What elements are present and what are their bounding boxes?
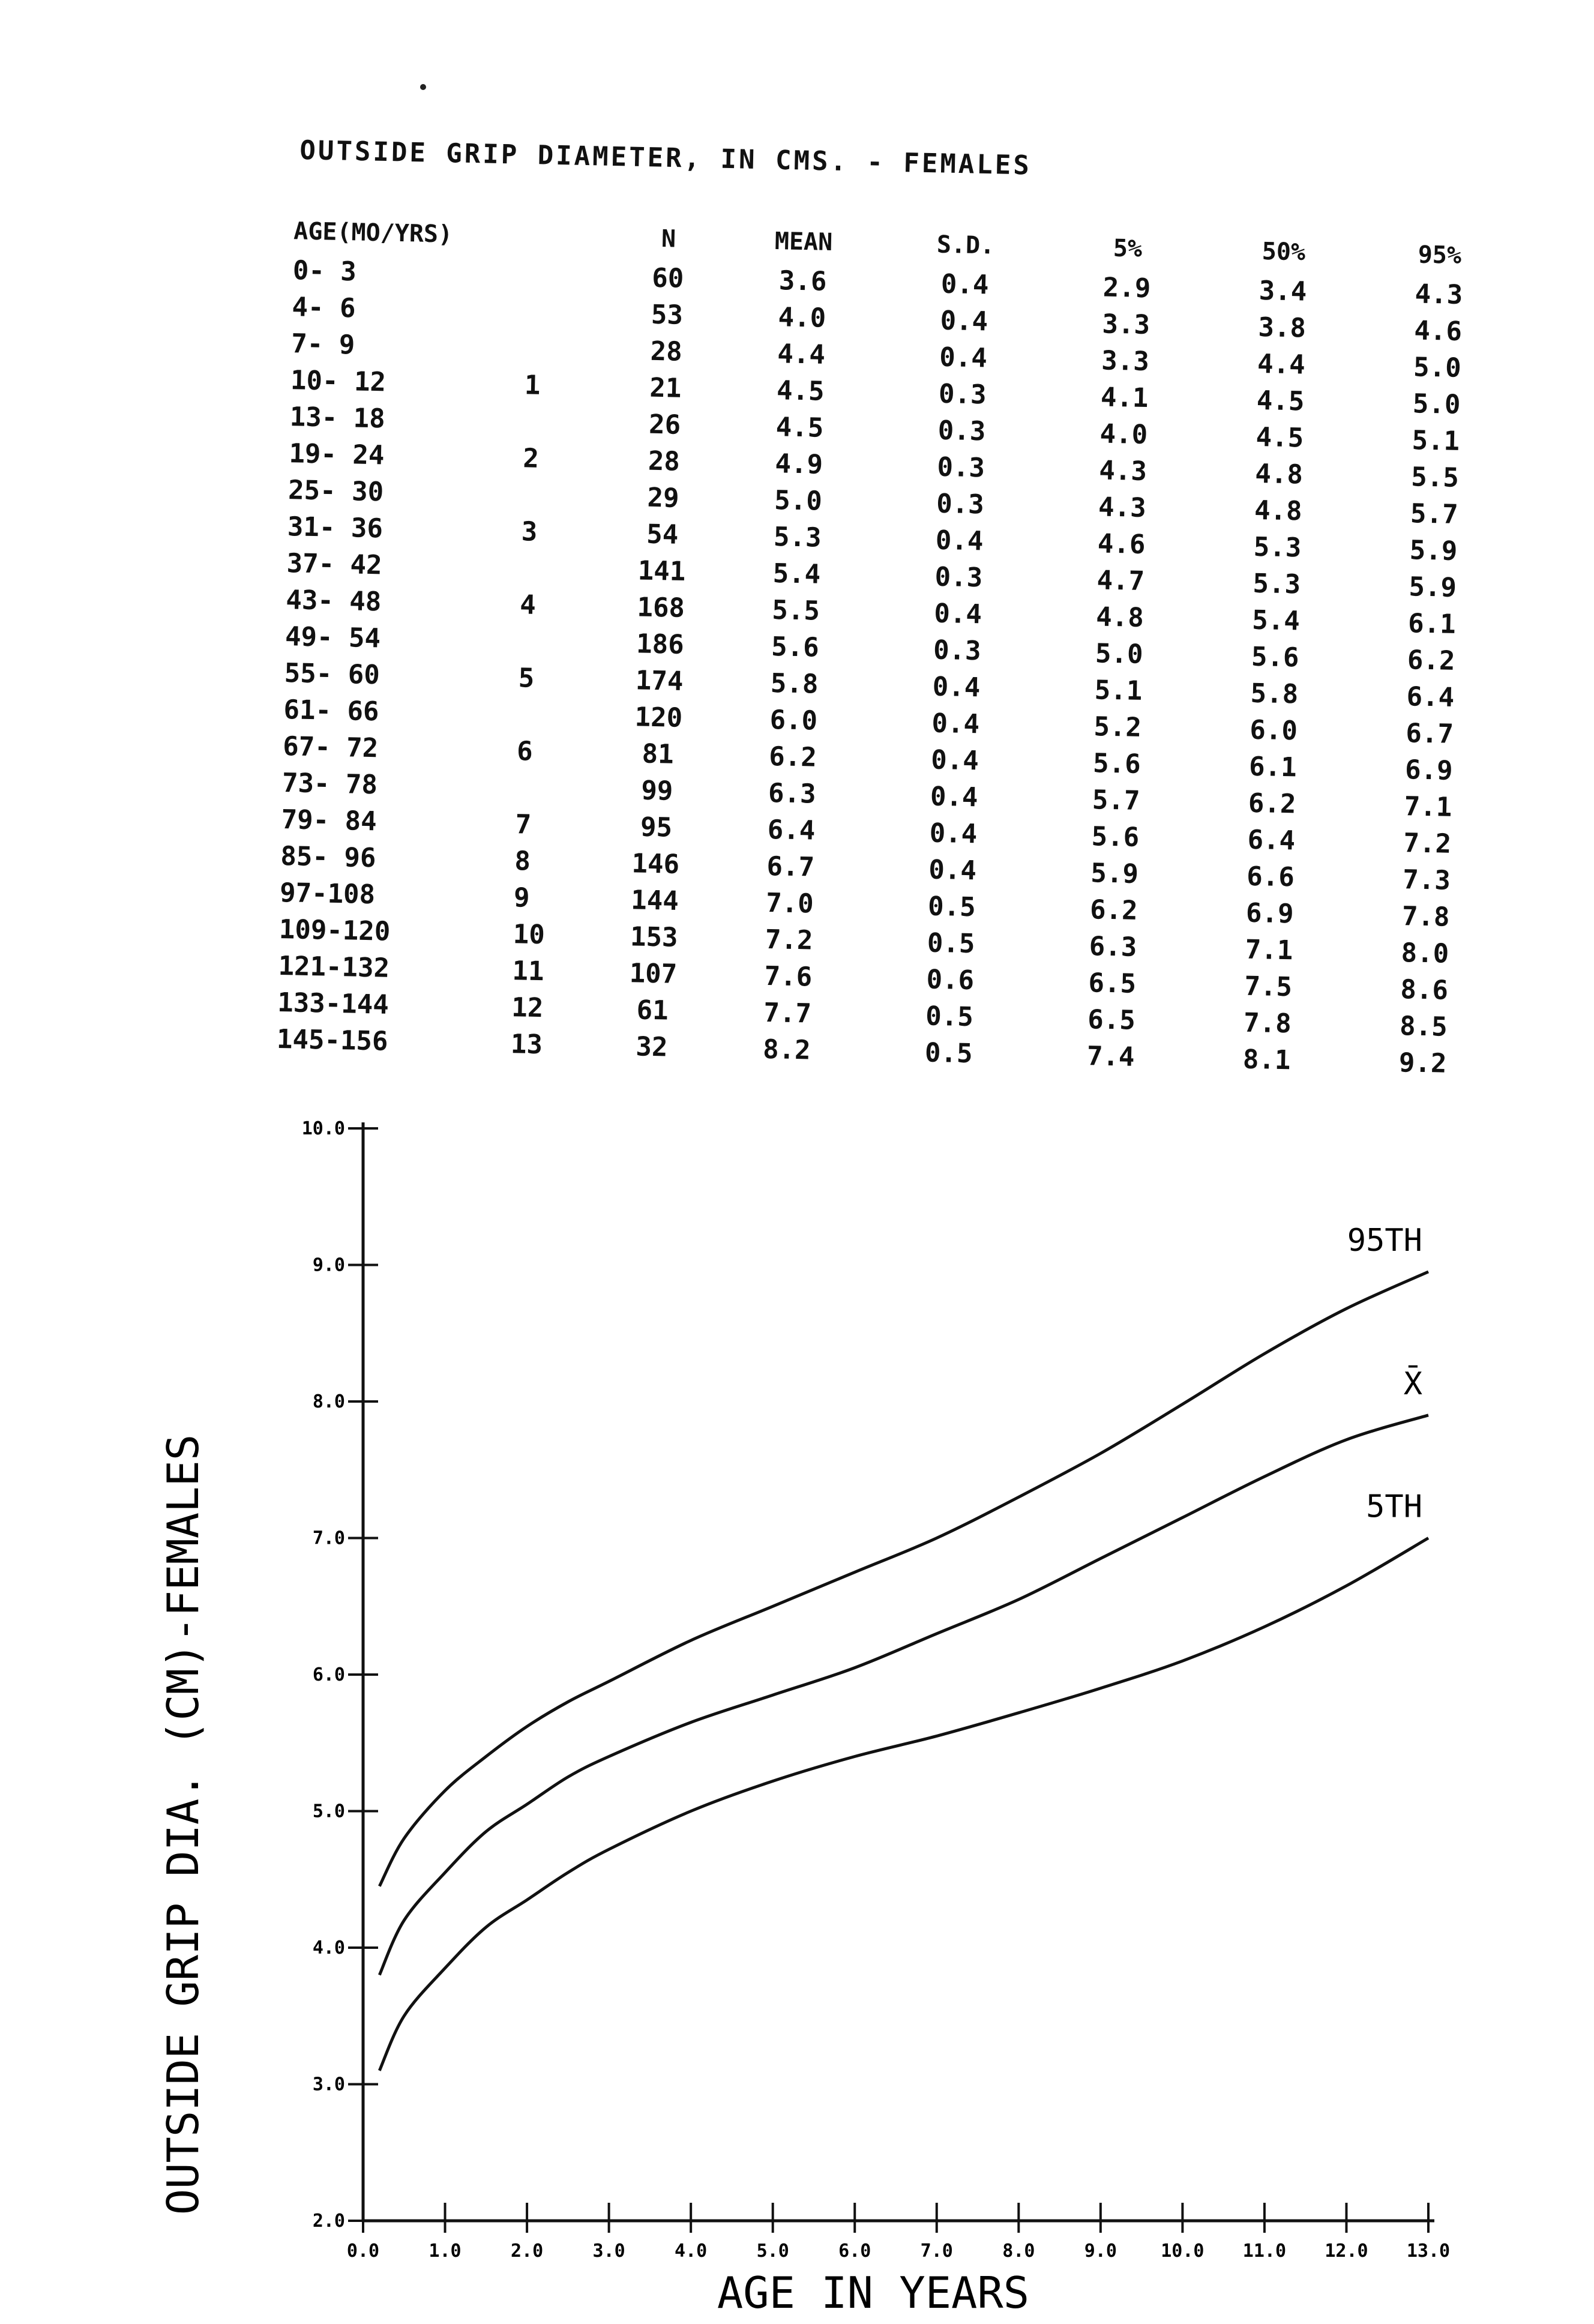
cell-p95: 8.5 xyxy=(1399,1011,1448,1043)
cell-yr: 9 xyxy=(513,882,531,914)
cell-n: 54 xyxy=(646,519,679,550)
chart-series-labels xyxy=(1347,1223,1422,1525)
cell-p95: 6.2 xyxy=(1407,645,1455,676)
table-title: OUTSIDE GRIP DIAMETER, IN CMS. - FEMALES xyxy=(299,135,1032,181)
cell-yr: 1 xyxy=(524,370,541,401)
series-line xyxy=(379,1415,1428,1975)
y-tick-label: 7.0 xyxy=(312,1528,345,1549)
cell-p50: 6.9 xyxy=(1245,897,1295,930)
cell-yr xyxy=(526,294,610,332)
cell-age: 55- 60 xyxy=(284,658,380,691)
cell-p5: 5.6 xyxy=(1091,821,1140,853)
cell-sd: 0.3 xyxy=(933,634,982,667)
cell-sd: 0.4 xyxy=(939,342,988,374)
cell-p95: 7.1 xyxy=(1404,791,1452,823)
cell-yr xyxy=(516,769,600,808)
cell-p95: 6.1 xyxy=(1407,608,1457,640)
cell-age: 43- 48 xyxy=(285,585,382,618)
cell-age: 145-156 xyxy=(276,1023,388,1057)
y-tick-label: 8.0 xyxy=(312,1391,345,1412)
series-line xyxy=(379,1272,1428,1886)
cell-n: 29 xyxy=(647,482,680,514)
cell-p5: 5.0 xyxy=(1095,638,1144,670)
cell-mean: 7.7 xyxy=(763,997,812,1029)
header-p50: 50% xyxy=(1262,238,1306,266)
cell-p50: 3.4 xyxy=(1259,275,1307,307)
cell-sd: 0.3 xyxy=(937,415,986,447)
cell-p50: 6.1 xyxy=(1248,751,1298,783)
cell-p50: 4.5 xyxy=(1256,421,1304,454)
cell-yr: 12 xyxy=(511,992,544,1024)
cell-p95: 8.6 xyxy=(1400,974,1449,1006)
cell-p50: 3.8 xyxy=(1257,312,1307,344)
cell-yr xyxy=(523,403,608,442)
cell-sd: 0.4 xyxy=(932,671,981,703)
cell-sd: 0.5 xyxy=(924,1037,973,1070)
grip-diameter-chart xyxy=(0,1080,1594,2324)
x-tick-label: 11.0 xyxy=(1242,2241,1287,2262)
x-tick-label: 5.0 xyxy=(756,2241,789,2262)
header-n: N xyxy=(661,225,676,253)
cell-n: 144 xyxy=(630,885,679,917)
x-tick-label: 9.0 xyxy=(1084,2241,1117,2262)
cell-yr: 7 xyxy=(515,809,532,840)
cell-n: 186 xyxy=(636,628,685,660)
cell-n: 28 xyxy=(648,445,681,477)
cell-p5: 5.2 xyxy=(1093,711,1142,743)
cell-age: 49- 54 xyxy=(284,621,381,654)
y-tick-label: 3.0 xyxy=(312,2074,345,2095)
cell-n: 32 xyxy=(635,1031,668,1063)
series-line xyxy=(379,1538,1428,2071)
cell-n: 146 xyxy=(631,848,680,880)
y-tick-label: 4.0 xyxy=(312,1937,345,1958)
x-tick-label: 2.0 xyxy=(510,2241,544,2262)
y-tick-label: 5.0 xyxy=(312,1801,345,1822)
cell-sd: 0.4 xyxy=(940,268,989,301)
cell-mean: 5.4 xyxy=(772,558,821,590)
cell-mean: 5.6 xyxy=(771,631,820,663)
cell-yr: 8 xyxy=(514,846,531,877)
cell-p5: 6.5 xyxy=(1088,968,1137,999)
cell-mean: 5.5 xyxy=(771,595,820,627)
cell-p5: 4.3 xyxy=(1098,492,1147,524)
cell-p5: 4.3 xyxy=(1098,455,1147,487)
cell-p5: 6.3 xyxy=(1089,931,1137,963)
cell-age: 73- 78 xyxy=(281,768,378,801)
header-sd: S.D. xyxy=(936,230,995,260)
chart-series xyxy=(379,1272,1428,2071)
x-tick-label: 10.0 xyxy=(1161,2241,1205,2262)
cell-n: 153 xyxy=(630,921,679,953)
cell-age: 109-120 xyxy=(278,914,391,947)
header-p95: 95% xyxy=(1418,241,1462,269)
cell-sd: 0.4 xyxy=(935,525,984,557)
cell-p95: 4.3 xyxy=(1415,278,1463,311)
cell-p5: 4.1 xyxy=(1100,382,1149,414)
cell-sd: 0.4 xyxy=(928,854,977,887)
cell-p50: 5.3 xyxy=(1253,568,1301,600)
cell-p95: 7.2 xyxy=(1403,828,1452,859)
cell-p50: 5.3 xyxy=(1253,531,1302,564)
cell-mean: 3.6 xyxy=(778,265,827,297)
cell-n: 53 xyxy=(651,299,684,331)
cell-yr xyxy=(526,257,611,295)
cell-p5: 3.3 xyxy=(1101,345,1150,378)
cell-age: 31- 36 xyxy=(287,511,383,544)
cell-mean: 6.2 xyxy=(768,741,817,773)
cell-mean: 5.0 xyxy=(774,485,823,517)
cell-p95: 6.9 xyxy=(1404,754,1454,786)
cell-p50: 7.1 xyxy=(1245,934,1293,966)
cell-p95: 6.4 xyxy=(1406,681,1455,713)
cell-age: 19- 24 xyxy=(288,438,385,471)
cell-p95: 5.9 xyxy=(1408,571,1457,603)
cell-yr xyxy=(522,477,607,515)
y-tick-label: 6.0 xyxy=(312,1664,345,1685)
cell-n: 81 xyxy=(642,738,675,770)
cell-sd: 0.4 xyxy=(931,708,980,740)
x-tick-label: 4.0 xyxy=(675,2241,708,2262)
cell-yr: 6 xyxy=(516,736,534,767)
cell-age: 121-132 xyxy=(278,950,390,984)
cell-age: 10- 12 xyxy=(290,365,386,398)
cell-mean: 4.5 xyxy=(776,375,825,407)
cell-sd: 0.3 xyxy=(938,378,987,411)
cell-age: 4- 6 xyxy=(292,292,356,324)
cell-p95: 7.8 xyxy=(1401,901,1451,933)
cell-p5: 4.0 xyxy=(1099,418,1148,451)
cell-p95: 5.0 xyxy=(1412,388,1461,420)
cell-p95: 5.7 xyxy=(1410,498,1459,530)
x-axis-label: AGE IN YEARS xyxy=(717,2268,1030,2318)
cell-sd: 0.6 xyxy=(926,964,975,996)
cell-age: 0- 3 xyxy=(292,255,357,287)
cell-p95: 9.2 xyxy=(1398,1047,1447,1079)
cell-n: 174 xyxy=(635,665,684,697)
cell-age: 133-144 xyxy=(277,987,389,1020)
cell-p95: 5.1 xyxy=(1412,425,1460,457)
cell-mean: 6.7 xyxy=(766,850,815,883)
cell-p5: 5.1 xyxy=(1094,675,1143,706)
cell-p95: 7.3 xyxy=(1402,864,1451,896)
cell-mean: 4.4 xyxy=(777,339,826,370)
cell-sd: 0.4 xyxy=(929,817,978,850)
x-tick-label: 8.0 xyxy=(1002,2241,1035,2262)
series-label: 5TH xyxy=(1366,1489,1422,1525)
stray-dot xyxy=(420,84,426,90)
cell-sd: 0.3 xyxy=(936,488,985,520)
cell-p5: 5.7 xyxy=(1092,784,1140,816)
cell-p95: 5.0 xyxy=(1413,352,1462,384)
cell-p50: 6.2 xyxy=(1248,787,1296,820)
cell-p5: 6.2 xyxy=(1089,894,1138,926)
cell-mean: 6.4 xyxy=(767,814,816,846)
cell-p95: 6.7 xyxy=(1405,718,1454,750)
cell-age: 25- 30 xyxy=(287,475,384,508)
cell-n: 95 xyxy=(640,811,673,843)
cell-p5: 5.6 xyxy=(1092,748,1141,780)
x-tick-label: 6.0 xyxy=(838,2241,871,2262)
cell-mean: 7.0 xyxy=(765,887,814,920)
cell-sd: 0.3 xyxy=(936,451,985,484)
cell-p95: 5.9 xyxy=(1409,535,1458,567)
cell-yr xyxy=(520,550,605,588)
cell-n: 21 xyxy=(649,372,682,404)
series-label: X̄ xyxy=(1403,1365,1422,1402)
cell-p50: 4.5 xyxy=(1256,385,1305,417)
cell-age: 97-108 xyxy=(279,877,376,911)
cell-age: 67- 72 xyxy=(282,731,379,764)
cell-mean: 7.6 xyxy=(764,960,813,993)
cell-age: 61- 66 xyxy=(283,694,380,727)
cell-sd: 0.3 xyxy=(934,561,983,594)
header-mean: MEAN xyxy=(774,227,833,257)
cell-p5: 4.8 xyxy=(1095,601,1144,634)
cell-mean: 7.2 xyxy=(765,924,813,956)
y-tick-label: 9.0 xyxy=(312,1254,345,1276)
cell-age: 79- 84 xyxy=(281,804,377,837)
cell-p95: 8.0 xyxy=(1401,938,1449,969)
cell-p50: 4.4 xyxy=(1257,348,1306,381)
cell-mean: 4.9 xyxy=(775,448,823,480)
x-tick-label: 13.0 xyxy=(1406,2241,1451,2262)
header-p5: 5% xyxy=(1113,234,1143,263)
cell-sd: 0.5 xyxy=(927,891,976,923)
cell-n: 107 xyxy=(629,958,678,990)
cell-p50: 4.8 xyxy=(1254,495,1303,527)
cell-yr xyxy=(525,330,610,369)
cell-n: 61 xyxy=(636,995,669,1026)
cell-age: 13- 18 xyxy=(289,402,386,435)
cell-yr xyxy=(519,623,603,661)
cell-n: 99 xyxy=(640,775,673,807)
table-body xyxy=(270,252,1517,1083)
cell-yr: 4 xyxy=(519,589,537,621)
cell-p50: 4.8 xyxy=(1254,458,1304,490)
data-table xyxy=(270,210,1518,1083)
cell-sd: 0.4 xyxy=(940,305,988,337)
x-tick-label: 0.0 xyxy=(346,2241,380,2262)
cell-yr: 10 xyxy=(513,919,546,951)
y-tick-label: 10.0 xyxy=(301,1118,345,1139)
cell-age: 37- 42 xyxy=(286,548,383,581)
y-tick-label: 2.0 xyxy=(312,2211,345,2232)
cell-sd: 0.4 xyxy=(930,744,979,777)
header-age: AGE(MO/YRS) xyxy=(293,217,453,248)
cell-p50: 6.4 xyxy=(1247,824,1296,856)
cell-yr: 2 xyxy=(522,443,540,474)
cell-yr xyxy=(517,696,602,735)
cell-p50: 7.8 xyxy=(1243,1007,1292,1040)
cell-p95: 5.5 xyxy=(1410,462,1460,493)
cell-n: 168 xyxy=(636,592,685,624)
cell-sd: 0.4 xyxy=(930,781,979,813)
cell-p5: 4.7 xyxy=(1096,565,1145,597)
cell-sd: 0.4 xyxy=(933,598,982,630)
cell-p50: 6.6 xyxy=(1246,861,1295,893)
cell-p50: 5.6 xyxy=(1251,641,1300,673)
x-tick-label: 1.0 xyxy=(429,2241,462,2262)
cell-n: 141 xyxy=(637,555,686,587)
cell-mean: 5.8 xyxy=(770,668,819,700)
cell-p50: 5.8 xyxy=(1250,678,1299,710)
cell-mean: 8.2 xyxy=(762,1034,811,1066)
cell-yr: 3 xyxy=(521,516,538,547)
x-tick-label: 12.0 xyxy=(1325,2241,1368,2262)
chart-ticks xyxy=(302,1118,1450,2262)
cell-mean: 4.0 xyxy=(778,302,826,334)
series-label: 95TH xyxy=(1347,1222,1422,1259)
cell-p50: 6.0 xyxy=(1249,714,1298,747)
cell-age: 7- 9 xyxy=(290,328,355,361)
cell-p5: 7.4 xyxy=(1086,1041,1135,1073)
cell-p5: 5.9 xyxy=(1090,858,1139,890)
cell-mean: 6.0 xyxy=(769,705,818,736)
x-tick-label: 3.0 xyxy=(592,2241,625,2262)
y-axis-label: OUTSIDE GRIP DIA. (CM)-FEMALES xyxy=(158,1434,208,2215)
cell-p50: 8.1 xyxy=(1242,1044,1291,1076)
cell-mean: 4.5 xyxy=(775,412,824,444)
x-tick-label: 7.0 xyxy=(920,2241,953,2262)
cell-yr: 13 xyxy=(510,1029,543,1061)
chart-axes xyxy=(363,1122,1434,2221)
cell-n: 28 xyxy=(650,336,683,367)
cell-mean: 5.3 xyxy=(773,522,822,553)
cell-n: 60 xyxy=(651,262,684,294)
cell-n: 120 xyxy=(634,702,683,733)
cell-n: 26 xyxy=(648,409,681,441)
cell-yr: 5 xyxy=(518,663,535,694)
cell-p5: 6.5 xyxy=(1087,1004,1136,1036)
cell-age: 85- 96 xyxy=(280,840,376,874)
cell-p5: 2.9 xyxy=(1102,272,1151,304)
cell-p5: 3.3 xyxy=(1102,309,1150,341)
cell-p5: 4.6 xyxy=(1097,528,1146,561)
cell-yr: 11 xyxy=(512,956,545,987)
cell-p50: 5.4 xyxy=(1251,604,1301,637)
cell-p95: 4.6 xyxy=(1413,315,1463,348)
cell-sd: 0.5 xyxy=(925,1001,974,1033)
cell-mean: 6.3 xyxy=(768,777,817,810)
cell-p50: 7.5 xyxy=(1244,971,1293,1003)
cell-sd: 0.5 xyxy=(927,927,975,960)
